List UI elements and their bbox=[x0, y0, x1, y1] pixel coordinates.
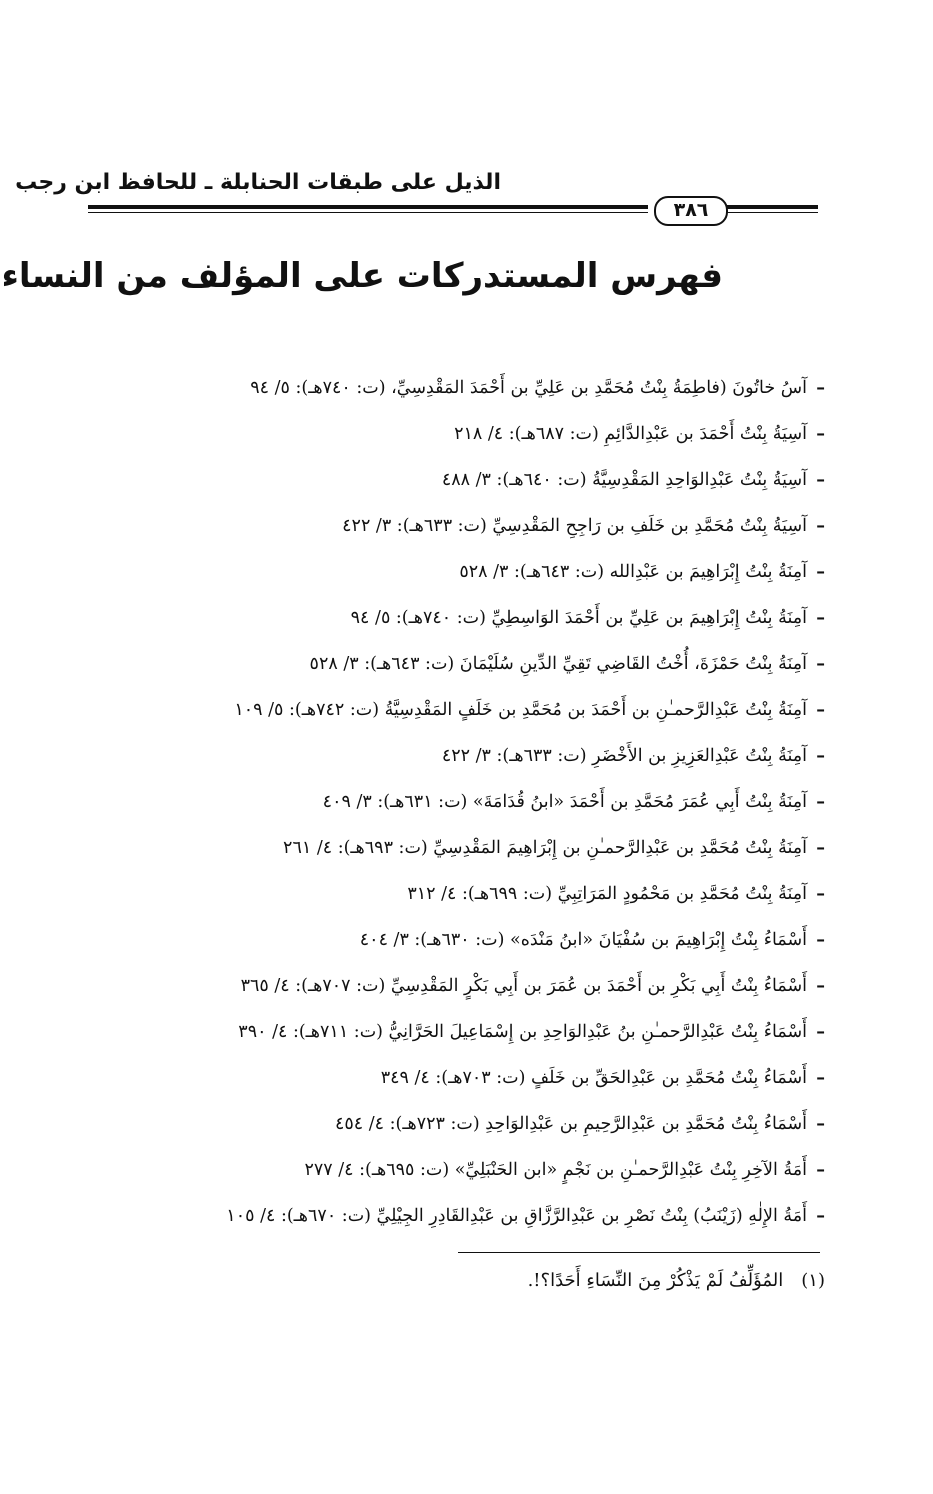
entry-text: آسِيَةُ بِنْتُ أَحْمَدَ بن عَبْدِالدَّائِمِ (ت: ٦٨٧هـ): ٤/ ٢١٨ bbox=[454, 424, 807, 444]
index-entry bbox=[105, 644, 825, 690]
entry-bullet-dash: – bbox=[816, 424, 825, 444]
entry-bullet-dash: – bbox=[816, 608, 825, 628]
index-entry bbox=[105, 1104, 825, 1150]
entry-bullet-dash: – bbox=[816, 884, 825, 904]
entry-bullet-dash: – bbox=[816, 700, 825, 720]
index-entry bbox=[105, 1150, 825, 1196]
entry-text: آمِنَةُ بِنْتُ مُحَمَّدِ بن مَحْمُودٍ المَرَاتِبِيِّ (ت: ٦٩٩هـ): ٤/ ٣١٢ bbox=[407, 884, 807, 904]
index-entry bbox=[105, 368, 825, 414]
entry-text: آمِنَةُ بِنْتُ عَبْدِالعَزِيزِ بن الأَخْضَرِ (ت: ٦٣٣هـ): ٣/ ٤٢٢ bbox=[441, 746, 807, 766]
index-title bbox=[1, 255, 723, 296]
page-number: ٣٨٦ bbox=[654, 196, 728, 226]
entry-text: أَسْمَاءُ بِنْتُ إِبْرَاهِيمَ بن سُفْيَانَ «ابنُ مَنْدَه» (ت: ٦٣٠هـ): ٣/ ٤٠٤ bbox=[359, 930, 807, 950]
index-entry bbox=[105, 1012, 825, 1058]
entry-bullet-dash: – bbox=[816, 792, 825, 812]
entry-bullet-dash: – bbox=[816, 1206, 825, 1226]
entry-text: أَمَةُ الآخِرِ بِنْتُ عَبْدِالرَّحمـٰنِ بن نَجْمٍ «ابن الحَنْبَلِيِّ» (ت: ٦٩٥هـ): ٤/ ٢٧٧ bbox=[304, 1160, 807, 1180]
entry-bullet-dash: – bbox=[816, 1114, 825, 1134]
index-entry bbox=[105, 690, 825, 736]
entry-text: آسِيَةُ بِنْتُ مُحَمَّدِ بن خَلَفِ بن رَاجِحِ المَقْدِسِيِّ (ت: ٦٣٣هـ): ٣/ ٤٢٢ bbox=[342, 516, 807, 536]
entry-text: آمِنَةُ بِنْتُ مُحَمَّدِ بن عَبْدِالرَّحمـٰنِ بن إِبْرَاهِيمَ المَقْدِسِيِّ (ت: ٦٩٣هـ): ٤/ ٢٦١ bbox=[283, 838, 807, 858]
index-entry bbox=[105, 782, 825, 828]
index-entry bbox=[105, 874, 825, 920]
entry-bullet-dash: – bbox=[816, 930, 825, 950]
entry-text: أَسْمَاءُ بِنْتُ أَبِي بَكْرِ بن أَحْمَدَ بن عُمَرَ بن أَبِي بَكْرٍ المَقْدِسِيِّ (ت: ٧٠٧هـ): ٤/ ٣٦٥ bbox=[240, 976, 807, 996]
entry-text: آمِنَةُ بِنْتُ إِبْرَاهِيمَ بن عَلِيِّ بن أَحْمَدَ الوَاسِطِيِّ (ت: ٧٤٠هـ): ٥/ ٩٤ bbox=[350, 608, 807, 628]
footnote-separator bbox=[458, 1252, 820, 1253]
index-title-text: فهرس المستدركات على المؤلف من النساء bbox=[1, 256, 723, 296]
entry-text: آمِنَةُ بِنْتُ حَمْزَةَ، أُخْتُ القَاضِي تَقِيِّ الدِّينِ سُلَيْمَانَ (ت: ٦٤٣هـ): ٣/ ٥٢٨ bbox=[309, 654, 807, 674]
entry-text: آمِنَةُ بِنْتُ إِبْرَاهِيمَ بن عَبْدِالله (ت: ٦٤٣هـ): ٣/ ٥٢٨ bbox=[459, 562, 807, 582]
footnote-text: المُؤَلِّفُ لَمْ يَذْكُرْ مِنَ النِّسَاءِ أَحَدًا؟!. bbox=[527, 1270, 784, 1291]
header-rule-right bbox=[726, 205, 818, 213]
entry-text: آمِنَةُ بِنْتُ عَبْدِالرَّحمـٰنِ بن أَحْمَدَ بن مُحَمَّدِ بن خَلَفٍ المَقْدِسِيَّةُ (ت: ٧٤٢هـ): ٥/ ١٠٩ bbox=[234, 700, 807, 720]
index-entry bbox=[105, 966, 825, 1012]
footnote bbox=[225, 1270, 825, 1291]
index-entry bbox=[105, 828, 825, 874]
entry-bullet-dash: – bbox=[816, 1068, 825, 1088]
entry-text: آمِنَةُ بِنْتُ أَبِي عُمَرَ مُحَمَّدِ بن أَحْمَدَ «ابنُ قُدَامَةَ» (ت: ٦٣١هـ): ٣/ ٤٠٩ bbox=[322, 792, 807, 812]
entry-bullet-dash: – bbox=[816, 1160, 825, 1180]
index-entry bbox=[105, 920, 825, 966]
entry-text: آسِيَةُ بِنْتُ عَبْدِالوَاحِدِ المَقْدِسِيَّةُ (ت: ٦٤٠هـ): ٣/ ٤٨٨ bbox=[441, 470, 807, 490]
entry-bullet-dash: – bbox=[816, 1022, 825, 1042]
header-rule bbox=[88, 196, 818, 226]
entry-bullet-dash: – bbox=[816, 976, 825, 996]
entry-bullet-dash: – bbox=[816, 470, 825, 490]
index-entry bbox=[105, 736, 825, 782]
index-entry bbox=[105, 460, 825, 506]
entry-bullet-dash: – bbox=[816, 838, 825, 858]
running-title: الذيل على طبقات الحنابلة ـ للحافظ ابن رجب bbox=[15, 170, 501, 195]
index-entries-list bbox=[105, 368, 825, 1242]
index-entry bbox=[105, 598, 825, 644]
index-entry bbox=[105, 506, 825, 552]
index-entry bbox=[105, 1058, 825, 1104]
entry-bullet-dash: – bbox=[816, 746, 825, 766]
entry-text: أَسْمَاءُ بِنْتُ مُحَمَّدِ بن عَبْدِالرَّحِيمِ بن عَبْدِالوَاحِدِ (ت: ٧٢٣هـ): ٤/ ٤٥٤ bbox=[334, 1114, 807, 1134]
entry-text: أَسْمَاءُ بِنْتُ عَبْدِالرَّحمـٰنِ بنُ عَبْدِالوَاحِدِ بن إِسْمَاعِيلَ الحَرَّانِيُّ (ت: ٧١١هـ): ٤/ ٣٩٠ bbox=[238, 1022, 807, 1042]
footnote-mark: (١) bbox=[801, 1270, 825, 1291]
entry-text: أَسْمَاءُ بِنْتُ مُحَمَّدِ بن عَبْدِالحَقِّ بن خَلَفٍ (ت: ٧٠٣هـ): ٤/ ٣٤٩ bbox=[380, 1068, 807, 1088]
index-entry bbox=[105, 414, 825, 460]
entry-text: أَمَةُ الإِلٰهِ (زَيْنَبُ) بِنْتُ نَصْرِ بن عَبْدِالرَّزَّاقِ بن عَبْدِالقَادِرِ الجِيْلِيِّ (ت: ٦٧٠هـ): ٤/ ١٠٥ bbox=[226, 1206, 807, 1226]
entry-text: آسُ خاتُونَ (فاطِمَةُ بِنْتُ مُحَمَّدِ بن عَلِيِّ بن أَحْمَدَ المَقْدِسِيِّ، (ت: ٧٤٠هـ): ٥/ ٩٤ bbox=[250, 378, 807, 398]
header-rule-left bbox=[88, 205, 648, 213]
entry-bullet-dash: – bbox=[816, 562, 825, 582]
index-entry bbox=[105, 552, 825, 598]
index-entry bbox=[105, 1196, 825, 1242]
entry-bullet-dash: – bbox=[816, 654, 825, 674]
entry-bullet-dash: – bbox=[816, 516, 825, 536]
entry-bullet-dash: – bbox=[816, 378, 825, 398]
